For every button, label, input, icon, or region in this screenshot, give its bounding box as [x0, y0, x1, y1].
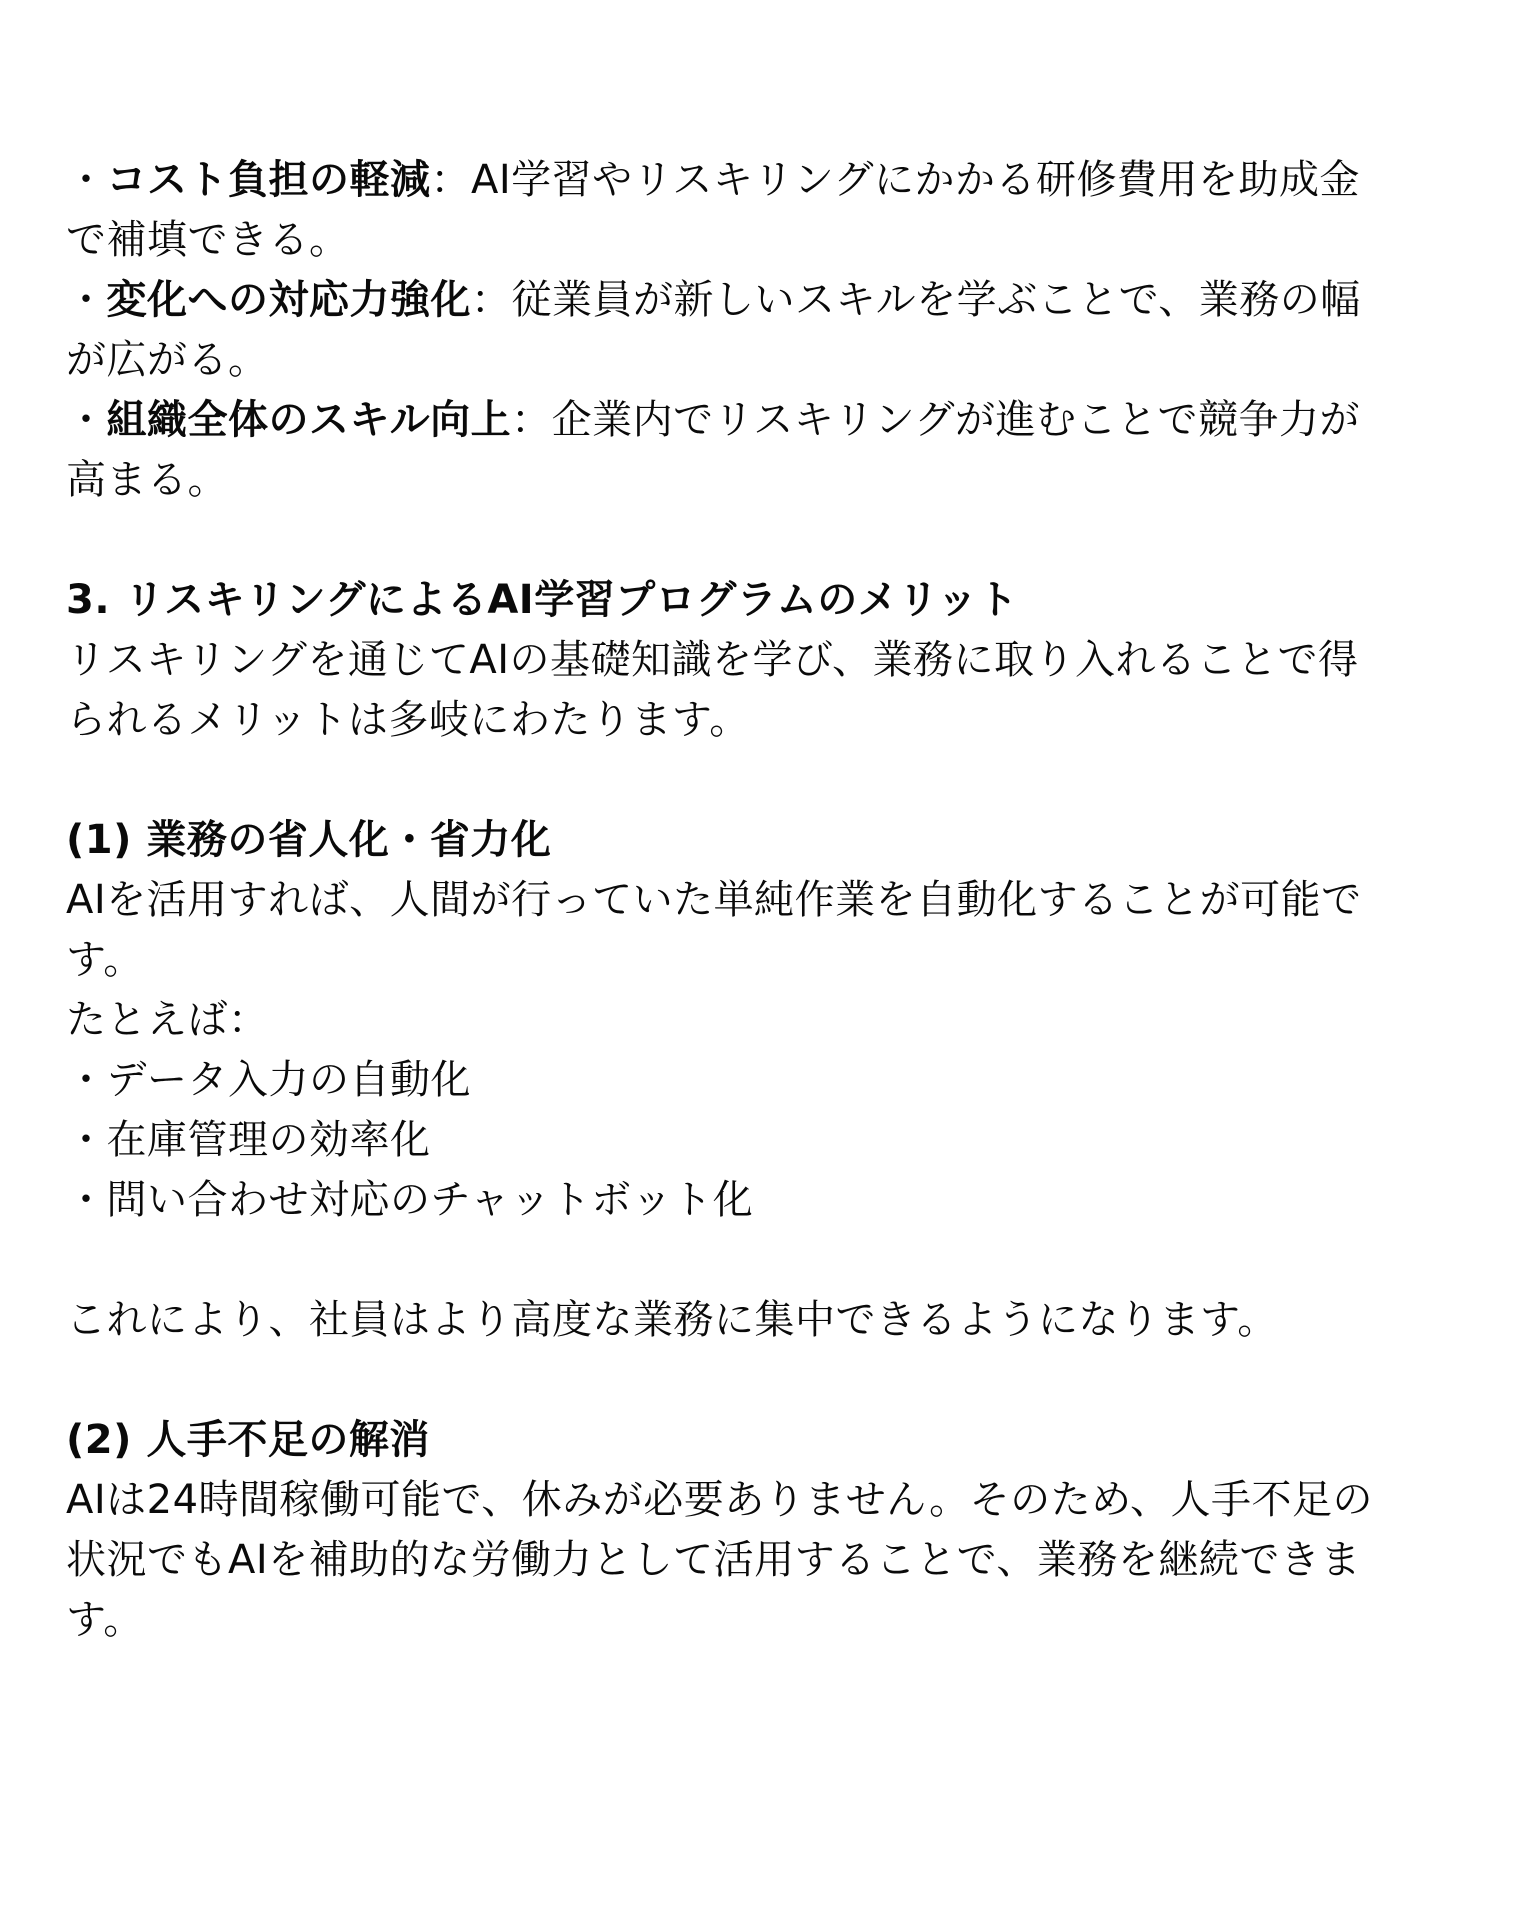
benefit-title: 変化への対応力強化: [106, 277, 471, 323]
bullet: ・: [66, 157, 107, 203]
spacer: [66, 750, 1486, 810]
spacer: [66, 510, 1486, 570]
example-intro: たとえば：: [66, 997, 269, 1043]
paragraph-continued: す。: [66, 1597, 144, 1643]
benefit-title: コスト負担の軽減: [106, 157, 431, 203]
section-heading: 3. リスキリングによるAI学習プログラムのメリット: [66, 577, 1019, 623]
separator: ：: [430, 157, 471, 203]
subsection-heading: (2) 人手不足の解消: [66, 1417, 430, 1463]
benefit-text: 企業内でリスキリングが進むことで競争力が: [551, 397, 1361, 443]
subsection-heading: (1) 業務の省人化・省力化: [66, 817, 552, 863]
list-item: ・データ入力の自動化: [66, 1057, 471, 1103]
document-body: [66, 150, 1486, 1650]
bullet: ・: [66, 277, 107, 323]
benefit-title: 組織全体のスキル向上: [106, 397, 512, 443]
paragraph: AIは24時間稼働可能で、休みが必要ありません。そのため、人手不足の: [66, 1477, 1374, 1523]
separator: ：: [471, 277, 512, 323]
benefit-item: [66, 150, 1486, 210]
list-item: ・在庫管理の効率化: [66, 1117, 431, 1163]
paragraph-continued: 状況でもAIを補助的な労働力として活用することで、業務を継続できま: [66, 1537, 1361, 1583]
bullet: ・: [66, 397, 107, 443]
section-intro-continued: られるメリットは多岐にわたります。: [66, 697, 750, 743]
section-intro: リスキリングを通じてAIの基礎知識を学び、業務に取り入れることで得: [66, 637, 1359, 683]
benefit-text: AI学習やリスキリングにかかる研修費用を助成金: [471, 157, 1361, 203]
list-item: ・問い合わせ対応のチャットボット化: [66, 1177, 754, 1223]
paragraph-continued: す。: [66, 937, 144, 983]
separator: ：: [511, 397, 552, 443]
conclusion: これにより、社員はより高度な業務に集中できるようになります。: [66, 1297, 1278, 1343]
benefit-item: [66, 270, 1486, 330]
benefit-text-continued: が広がる。: [66, 337, 269, 383]
spacer: [66, 1350, 1486, 1410]
benefit-text-continued: 高まる。: [66, 457, 228, 503]
paragraph: AIを活用すれば、人間が行っていた単純作業を自動化することが可能で: [66, 877, 1362, 923]
benefit-text-continued: で補填できる。: [66, 217, 350, 263]
benefit-text: 従業員が新しいスキルを学ぶことで、業務の幅: [511, 277, 1361, 323]
benefit-item: [66, 390, 1486, 450]
spacer: [66, 1230, 1486, 1290]
